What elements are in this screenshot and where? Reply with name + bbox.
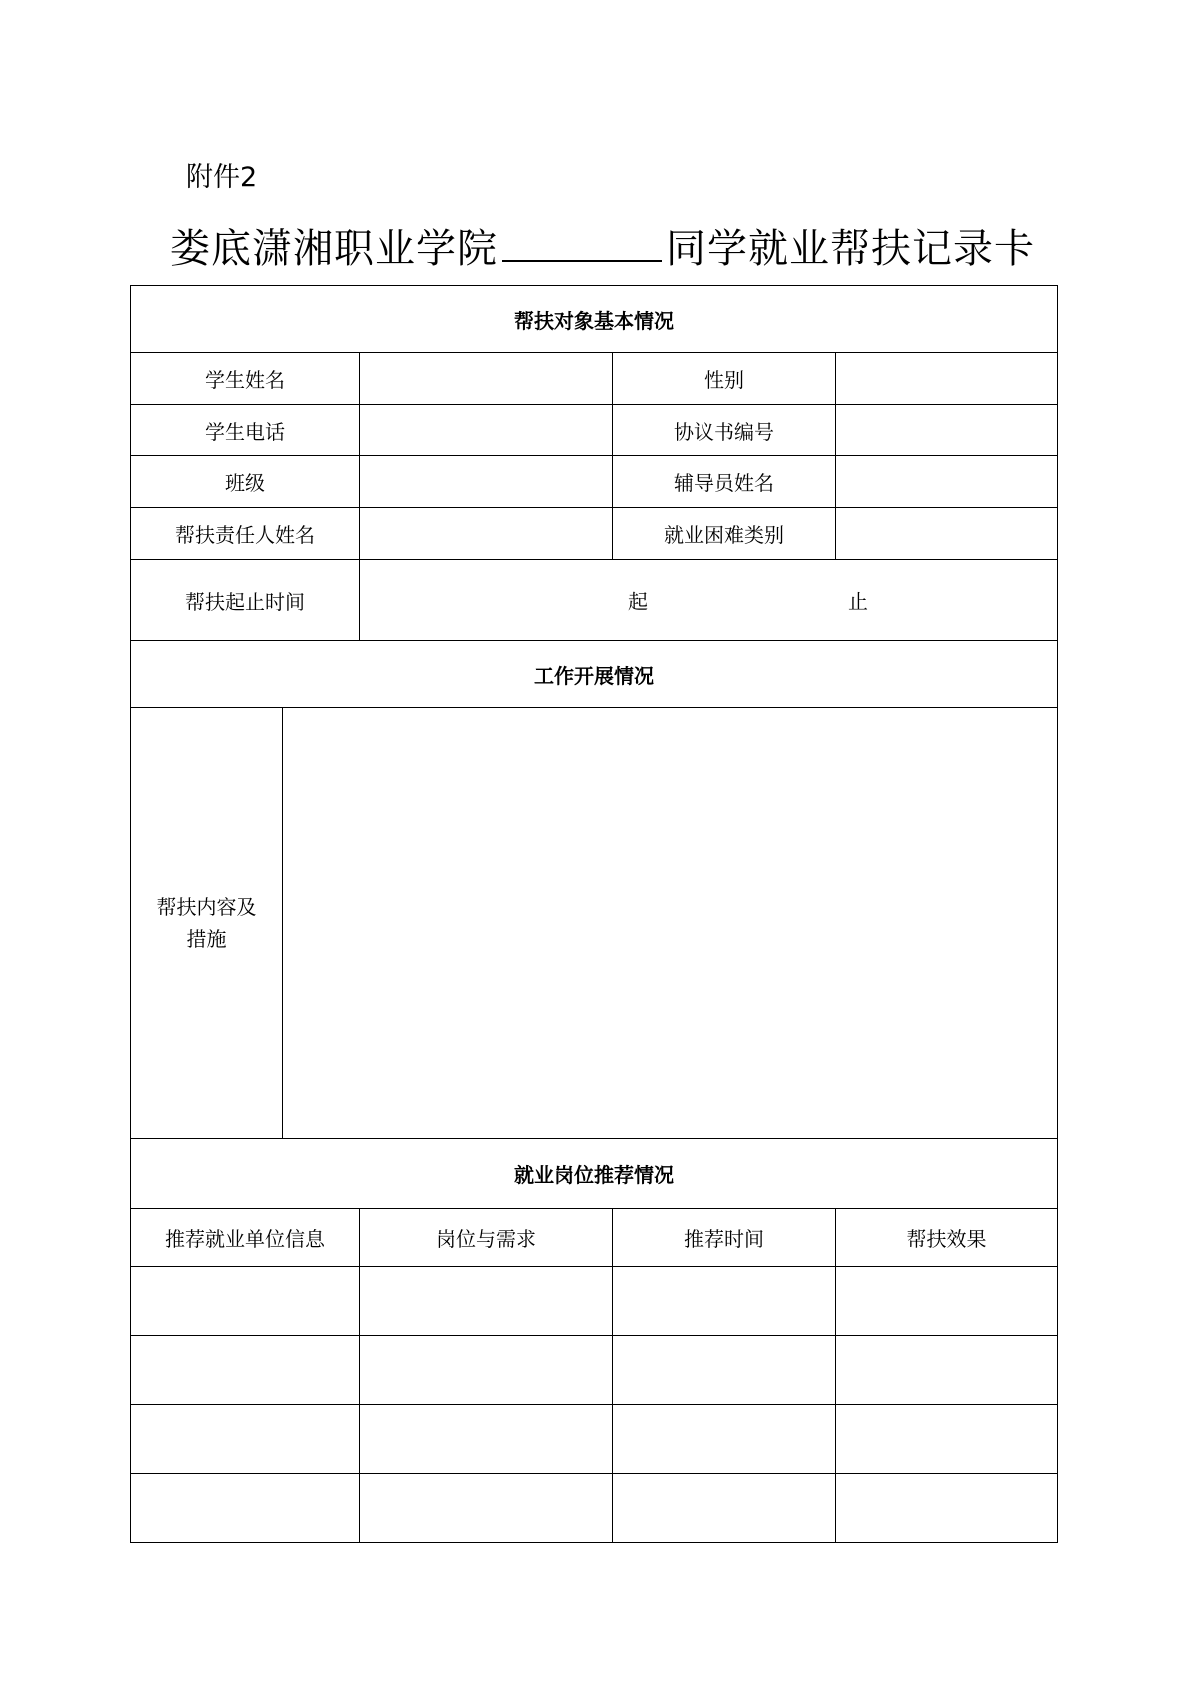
assistance-content-label-line2: 措施 (186, 927, 227, 951)
position-cell[interactable] (360, 1474, 613, 1543)
employer-info-cell[interactable] (131, 1267, 360, 1336)
position-cell[interactable] (360, 1267, 613, 1336)
responsible-name-field[interactable] (360, 508, 613, 560)
table-row (131, 1336, 1058, 1405)
section-heading-jobs: 就业岗位推荐情况 (131, 1139, 1058, 1209)
assistance-content-label-line1: 帮扶内容及 (156, 895, 257, 919)
period-field[interactable] (360, 560, 1058, 641)
student-name-label: 学生姓名 (131, 353, 360, 405)
employer-info-cell[interactable] (131, 1336, 360, 1405)
assistance-content-field[interactable] (283, 708, 1058, 1139)
period-label: 帮扶起止时间 (131, 560, 360, 641)
gender-label: 性别 (613, 353, 836, 405)
effect-cell[interactable] (836, 1405, 1058, 1474)
table-row (131, 1474, 1058, 1543)
agreement-no-field[interactable] (836, 405, 1058, 456)
form-title (170, 220, 1035, 277)
table-row (131, 1405, 1058, 1474)
difficulty-type-field[interactable] (836, 508, 1058, 560)
assistance-record-table (130, 285, 1058, 1543)
employer-info-cell[interactable] (131, 1474, 360, 1543)
section-heading-work: 工作开展情况 (131, 641, 1058, 708)
section-heading-basic: 帮扶对象基本情况 (131, 286, 1058, 353)
assistance-content-label (131, 708, 283, 1139)
position-cell[interactable] (360, 1336, 613, 1405)
recommend-time-cell[interactable] (613, 1405, 836, 1474)
student-name-field[interactable] (360, 353, 613, 405)
counselor-name-label: 辅导员姓名 (613, 456, 836, 508)
employer-info-cell[interactable] (131, 1405, 360, 1474)
responsible-name-label: 帮扶责任人姓名 (131, 508, 360, 560)
student-phone-label: 学生电话 (131, 405, 360, 456)
column-header-recommend-time: 推荐时间 (613, 1209, 836, 1267)
column-header-employer-info: 推荐就业单位信息 (131, 1209, 360, 1267)
class-field[interactable] (360, 456, 613, 508)
effect-cell[interactable] (836, 1336, 1058, 1405)
column-header-position: 岗位与需求 (360, 1209, 613, 1267)
student-name-blank[interactable] (502, 220, 662, 262)
attachment-label: 附件2 (186, 162, 258, 193)
period-start-label: 起 (628, 589, 648, 614)
table-row (131, 1267, 1058, 1336)
class-label: 班级 (131, 456, 360, 508)
column-header-effect: 帮扶效果 (836, 1209, 1058, 1267)
effect-cell[interactable] (836, 1474, 1058, 1543)
position-cell[interactable] (360, 1405, 613, 1474)
effect-cell[interactable] (836, 1267, 1058, 1336)
counselor-name-field[interactable] (836, 456, 1058, 508)
recommend-time-cell[interactable] (613, 1474, 836, 1543)
recommend-time-cell[interactable] (613, 1336, 836, 1405)
student-phone-field[interactable] (360, 405, 613, 456)
agreement-no-label: 协议书编号 (613, 405, 836, 456)
gender-field[interactable] (836, 353, 1058, 405)
period-end-label: 止 (848, 589, 868, 614)
difficulty-type-label: 就业困难类别 (613, 508, 836, 560)
title-prefix: 娄底潇湘职业学院 (170, 226, 498, 272)
title-suffix: 同学就业帮扶记录卡 (666, 226, 1035, 272)
recommend-time-cell[interactable] (613, 1267, 836, 1336)
